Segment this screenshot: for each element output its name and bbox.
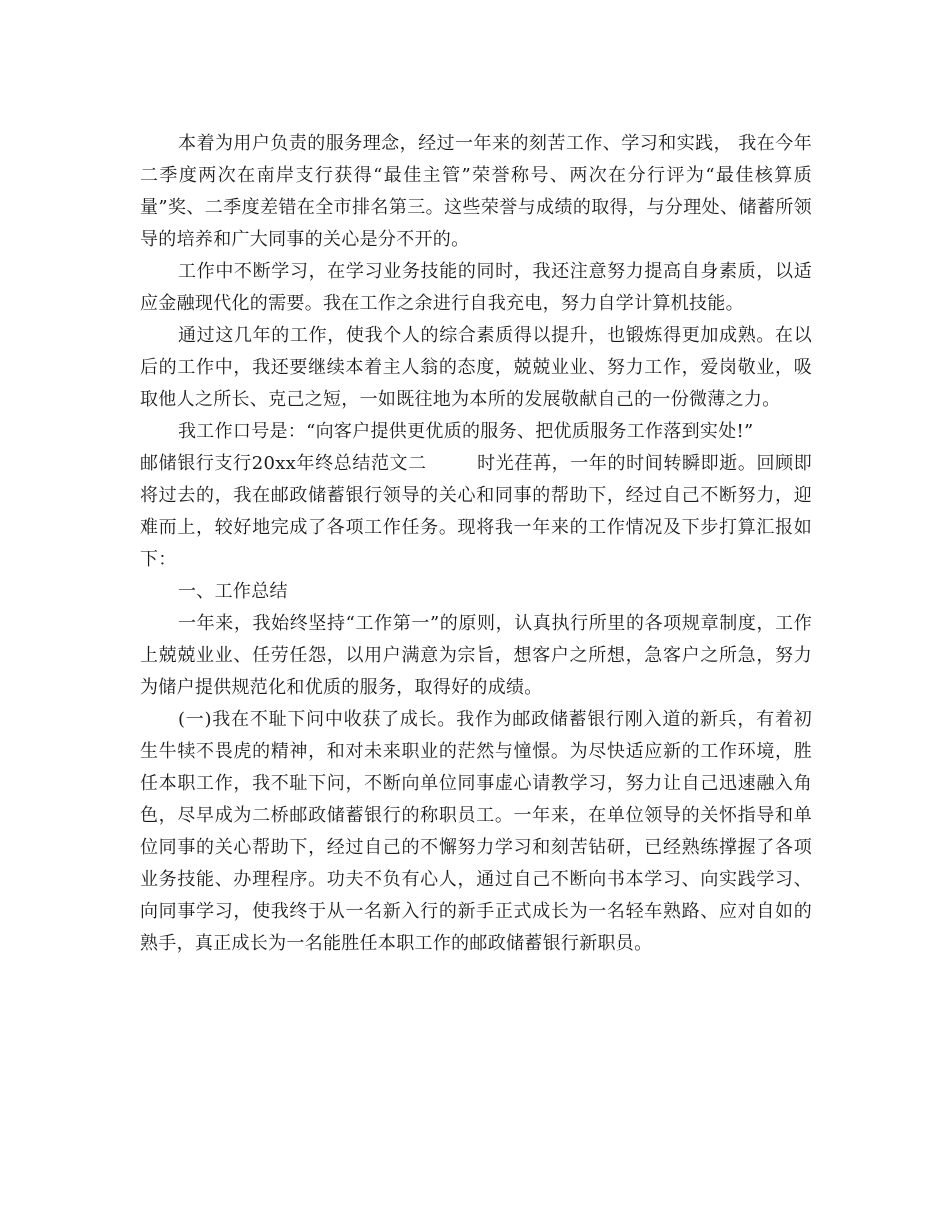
paragraph-growth: 通过这几年的工作，使我个人的综合素质得以提升，也锻炼得更加成熟。在以后的工作中，我还要继续本着主人翁的态度，兢兢业业、努力工作，爱岗敬业，吸取他人之所长、克己之短，一如既往地为本所的发展敬献自己的一份微薄之力。 [140, 325, 812, 410]
paragraph-summary: 一年来，我始终坚持“工作第一”的原则，认真执行所里的各项规章制度，工作上兢兢业业、任劳任怨，以用户满意为宗旨，想客户之所想，急客户之所急，努力为储户提供规范化和优质的服务，取得好的成绩。 [140, 613, 812, 698]
document-title: 邮储银行支行20xx年终总结范文二 [140, 453, 427, 474]
paragraph-study: 工作中不断学习，在学习业务技能的同时，我还注意努力提高自身素质，以适应金融现代化的需要。我在工作之余进行自我充电，努力自学计算机技能。 [140, 261, 812, 314]
paragraph-learning: (一)我在不耻下问中收获了成长。我作为邮政储蓄银行刚入道的新兵，有着初生牛犊不畏虎的精神，和对未来职业的茫然与憧憬。为尽快适应新的工作环境，胜任本职工作，我不耻下问，不断向单位同事虚心请教学习，努力让自己迅速融入角色，尽早成为二桥邮政储蓄银行的称职员工。一年来，在单位领导的关怀指导和单位同事的关心帮助下，经过自己的不懈努力学习和刻苦钻研，已经熟练撑握了各项业务技能、办理程序。功夫不负有心人，通过自己不断向书本学习、向实践学习、向同事学习，使我终于从一名新入行的新手正式成长为一名轻车熟路、应对自如的熟手，真正成长为一名能胜任本职工作的邮政储蓄银行新职员。 [140, 709, 812, 954]
title-continuation: 时光荏苒，一年的时间转瞬即逝。回顾即将过去的，我在邮政储蓄银行领导的关心和同事的帮助下，经过自己不断努力，迎难而上，较好地完成了各项工作任务。现将我一年来的工作情况及下步打算汇报如下： [140, 453, 812, 570]
paragraph-title-block [140, 448, 812, 576]
paragraph-intro: 本着为用户负责的服务理念，经过一年来的刻苦工作、学习和实践， 我在今年二季度两次在南岸支行获得“最佳主管”荣誉称号、两次在分行评为“最佳核算质量”奖、二季度差错在全市排名第三。这些荣誉与成绩的取得，与分理处、储蓄所领导的培养和广大同事的关心是分不开的。 [140, 133, 812, 250]
section-heading: 一、工作总结 [178, 581, 288, 602]
document-body [140, 128, 812, 960]
paragraph-slogan: 我工作口号是：“向客户提供更优质的服务、把优质服务工作落到实处!” [178, 421, 754, 442]
